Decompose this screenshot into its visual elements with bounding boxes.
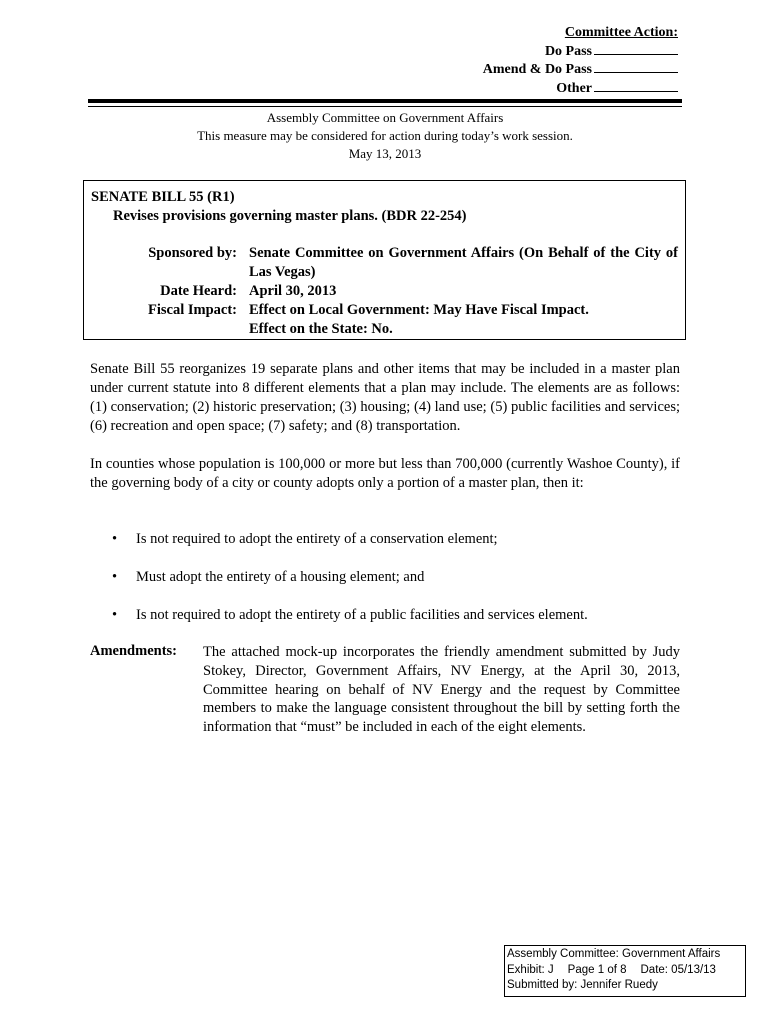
date-heard-value: April 30, 2013 [249, 283, 337, 299]
committee-action-block [483, 24, 678, 97]
fiscal-local: Effect on Local Government: May Have Fiscal Impact. [249, 302, 589, 318]
sponsored-value: Senate Committee on Government Affairs (On Behalf of the City of Las Vegas) [249, 245, 678, 280]
fiscal-state: Effect on the State: No. [249, 321, 393, 337]
fiscal-row [91, 301, 678, 339]
hearing-date: May 13, 2013 [348, 146, 422, 161]
other-blank [594, 79, 678, 92]
amendments-label: Amendments: [90, 643, 177, 659]
exhibit-stamp [504, 945, 746, 997]
bullet-item [112, 530, 682, 549]
do-pass-line [483, 42, 678, 61]
do-pass-label: Do Pass [544, 43, 592, 59]
amend-do-pass-label: Amend & Do Pass [482, 62, 592, 77]
bill-summary-box [83, 180, 686, 340]
exhibit-date: Date: 05/13/13 [640, 963, 716, 976]
bullet-item [112, 606, 682, 625]
work-session-notice: This measure may be considered for action during today’s work session. [197, 128, 573, 143]
do-pass-blank [594, 42, 678, 55]
amend-do-pass-line [483, 60, 678, 79]
exhibit-submitted: Submitted by: Jennifer Ruedy [507, 979, 658, 991]
exhibit-committee: Assembly Committee: Government Affairs [507, 948, 721, 960]
header-rule-thin [88, 106, 682, 107]
date-heard-row [91, 282, 678, 301]
bullet-text: Is not required to adopt the entirety of a public facilities and services element. [136, 607, 588, 623]
committee-name: Assembly Committee on Government Affairs [266, 110, 504, 125]
exhibit-page: Page 1 of 8 [567, 963, 627, 976]
other-line [483, 79, 678, 98]
bullet-icon: • [112, 607, 118, 623]
bullet-text: Is not required to adopt the entirety of a conservation element; [136, 531, 498, 547]
county-paragraph: In counties whose population is 100,000 or more but less than 700,000 (currently Washoe County), if the governing body of a city or county adopts only a portion of a master plan, then it: [90, 456, 680, 491]
bullet-item [112, 568, 682, 587]
other-label: Other [556, 80, 592, 96]
sponsored-row [91, 244, 678, 282]
fiscal-label: Fiscal Impact: [148, 302, 237, 318]
bullet-text: Must adopt the entirety of a housing element; and [136, 569, 425, 585]
amendments-text: The attached mock-up incorporates the friendly amendment submitted by Judy Stokey, Director, Government Affairs, NV Energy, at the April 30, 2013, Committee hearing on behalf of NV Energy and the request by Committee members to make the language consistent throughout the bill by setting forth the information that “must” be included in each of the eight elements. [203, 644, 680, 736]
amend-do-pass-blank [594, 60, 678, 73]
date-heard-label: Date Heard: [160, 283, 237, 299]
summary-paragraph: Senate Bill 55 reorganizes 19 separate plans and other items that may be included in a master plan under current statute into 8 different elements that a plan may include. The elements are as follows: (1) conservation; (2) historic preservation; (3) housing; (4) land use; (5) public facilities and services; (6) recreation and open space; (7) safety; and (8) transportation. [90, 361, 680, 434]
header-rule-thick [88, 99, 682, 103]
committee-action-title: Committee Action: [564, 25, 678, 40]
bill-title: SENATE BILL 55 (R1) [91, 189, 235, 205]
bullet-icon: • [112, 531, 118, 547]
bullet-icon: • [112, 569, 118, 585]
bill-description: Revises provisions governing master plans. (BDR 22-254) [113, 208, 467, 224]
exhibit-letter: Exhibit: J [507, 963, 554, 976]
sponsored-label: Sponsored by: [148, 245, 237, 261]
